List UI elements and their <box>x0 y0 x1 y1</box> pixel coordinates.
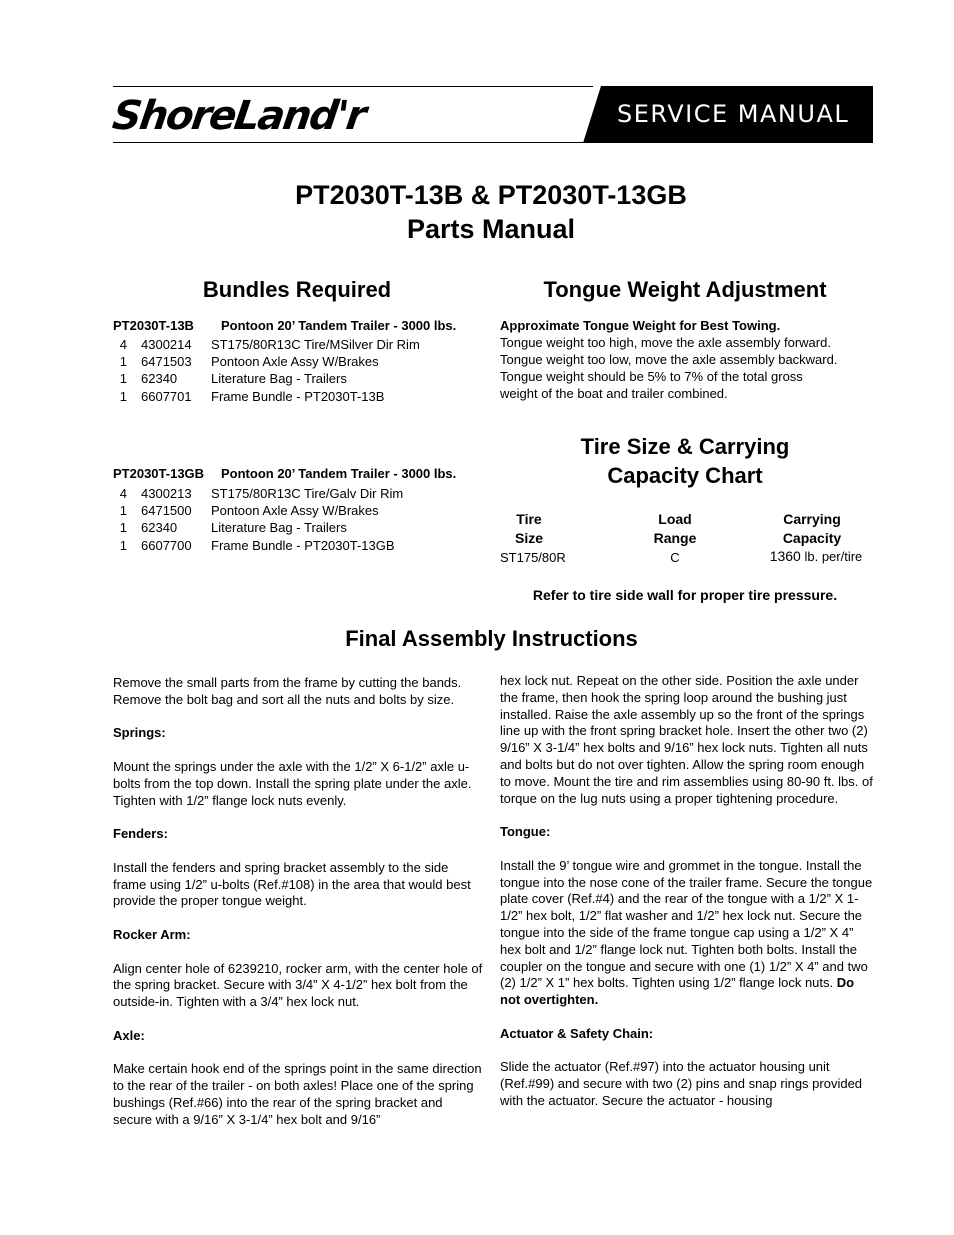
list-item <box>113 537 403 554</box>
item-qty: 1 <box>119 537 127 553</box>
actuator-text: Slide the actuator (Ref.#97) into the actuator housing unit (Ref.#99) and secure with two (2) pins and snap rings provided with the actuator. Secure the actuator - housing <box>500 1059 863 1108</box>
col-header-load-range <box>640 510 710 548</box>
tongue-weight-lead: Approximate Tongue Weight for Best Towing. <box>500 318 781 333</box>
title-line-2: Parts Manual <box>406 214 576 244</box>
col-header-text: Load <box>658 511 692 527</box>
title-line-1: PT2030T-13B & PT2030T-13GB <box>295 180 687 210</box>
page-header <box>109 86 873 143</box>
list-item <box>113 502 403 519</box>
banner-text: SERVICE MANUAL <box>617 100 850 128</box>
tongue-weight-line: Tongue weight too low, move the axle assembly backward. <box>500 352 838 367</box>
item-part: 62340 <box>141 371 178 387</box>
item-part: 6471500 <box>141 503 192 519</box>
tongue-text-body: Install the 9’ tongue wire and grommet in the tongue. Install the tongue into the nose cone of the trailer frame. Secure the tongue plate cover (Ref.#4) and the rear of the tongue with a 1/2” X 1-1/2” hex bolt, 1/2” flat washer and 1/2” hex lock nut. Secure the tongue into the side of the frame tongue cap using a 1/2” X 4” hex bolt and 1/2” flange lock nut. Tighten both bolts. Install the coupler on the tongue and secure with one (1) 1/2” X 4” and two (2) 1/2” X 1” hex bolts. Tighten using 1/2” flange lock nuts. <box>500 857 873 991</box>
bundle-description: Pontoon 20’ Tandem Trailer - 3000 lbs. <box>221 466 457 481</box>
item-desc: Literature Bag - Trailers <box>211 520 347 536</box>
bundle-code: PT2030T-13B <box>113 318 194 333</box>
item-qty: 1 <box>119 354 127 370</box>
bundle-items-list <box>113 485 403 554</box>
item-desc: Pontoon Axle Assy W/Brakes <box>211 354 379 370</box>
rocker-arm-text: Align center hole of 6239210, rocker arm, with the center hole of the spring bracket. Secure with 3/4” X 4-1/2” hex bolt from the outside-in. Tighten with a 3/4” hex lock nut. <box>113 960 483 1010</box>
springs-text: Mount the springs under the axle with the 1/2” X 6-1/2” axle u-bolts from the top down. Install the spring plate under the axle. Tighten with 1/2” flange lock nuts evenly. <box>113 758 472 808</box>
col-header-capacity <box>768 510 856 548</box>
tongue-weight-line: Tongue weight should be 5% to 7% of the total gross <box>500 369 803 384</box>
item-qty: 1 <box>119 503 127 519</box>
cell-load-range: C <box>670 550 680 565</box>
item-desc: ST175/80R13C Tire/MSilver Dir Rim <box>211 337 420 352</box>
assembly-heading: Final Assembly Instructions <box>345 626 638 651</box>
cell-capacity <box>756 548 876 564</box>
item-qty: 1 <box>119 371 127 387</box>
col-header-text: Tire <box>516 511 542 527</box>
col-header-text: Range <box>653 530 697 546</box>
item-desc: Frame Bundle - PT2030T-13GB <box>211 537 395 553</box>
col-header-text: Size <box>514 530 543 546</box>
tongue-text <box>500 858 874 1009</box>
item-part: 4300214 <box>141 337 192 352</box>
list-item <box>113 370 420 387</box>
tire-chart-heading <box>500 432 870 490</box>
tongue-weight-text <box>500 317 880 402</box>
springs-subheading: Springs: <box>113 725 166 741</box>
header-rule-top <box>113 86 593 87</box>
bundle-description: Pontoon 20’ Tandem Trailer - 3000 lbs. <box>221 318 457 333</box>
item-part: 62340 <box>141 520 178 536</box>
list-item <box>113 485 403 502</box>
col-header-text: Carrying <box>783 511 841 527</box>
document-title <box>0 178 954 246</box>
item-qty: 1 <box>119 520 127 536</box>
tongue-weight-heading: Tongue Weight Adjustment <box>543 277 827 302</box>
capacity-value: 1360 <box>769 548 801 564</box>
item-desc: Literature Bag - Trailers <box>211 371 347 387</box>
list-item <box>113 353 420 370</box>
item-qty: 4 <box>119 337 127 352</box>
col-header-tire-size <box>500 510 558 548</box>
service-manual-banner <box>583 86 873 143</box>
assembly-intro: Remove the small parts from the frame by cutting the bands. Remove the bolt bag and sort all the nuts and bolts by size. <box>113 675 462 707</box>
item-desc: Pontoon Axle Assy W/Brakes <box>211 503 379 519</box>
list-item <box>113 519 403 536</box>
item-part: 6607701 <box>141 388 192 404</box>
bundles-heading: Bundles Required <box>202 277 392 302</box>
axle-text: Make certain hook end of the springs point in the same direction to the rear of the trailer - on both axles! Place one of the spring bushings (Ref.#66) into the rear of the spring bracket and secure with a 9/16” X 3-1/4” hex bolt and 9/16” <box>113 1061 482 1127</box>
item-part: 6471503 <box>141 354 192 370</box>
item-qty: 1 <box>119 388 127 404</box>
shorelandr-logo: ShoreLand'r <box>109 93 368 139</box>
assembly-left-column <box>113 675 483 1145</box>
axle-text-continued: hex lock nut. Repeat on the other side. Position the axle under the frame, then hook the spring loop around the bushing just installed. Raise the axle assembly up so the front of the springs line up with the front spring bracket hole. Insert the other two (2) 9/16” X 3-1/4” hex bolts and 9/16” hex lock nuts. Tighten all nuts and bolts but do not over tighten. Allow the spring room enough to move. Mount the tire and rim assemblies using 80-90 ft. lbs. of torque on the lug nuts using a proper tightening procedure. <box>500 673 873 806</box>
assembly-right-column <box>500 673 874 1127</box>
bundle-code: PT2030T-13GB <box>113 466 205 481</box>
tongue-warning: Do not overtighten. <box>500 975 855 1008</box>
capacity-unit: lb. per/tire <box>804 549 863 564</box>
tire-pressure-note: Refer to tire side wall for proper tire pressure. <box>532 587 838 603</box>
fenders-subheading: Fenders: <box>113 826 168 842</box>
tongue-weight-line: Tongue weight too high, move the axle assembly forward. <box>500 335 831 350</box>
axle-subheading: Axle: <box>113 1027 145 1043</box>
list-item <box>113 388 420 405</box>
cell-tire-size: ST175/80R <box>500 550 566 565</box>
tongue-weight-line: weight of the boat and trailer combined. <box>500 386 728 401</box>
col-header-text: Capacity <box>782 530 842 546</box>
item-desc: Frame Bundle - PT2030T-13B <box>211 388 385 404</box>
tire-chart-heading-line-2: Capacity Chart <box>607 463 763 488</box>
header-rule-bottom <box>113 142 593 143</box>
tongue-subheading: Tongue: <box>500 824 551 840</box>
tire-chart-heading-line-1: Tire Size & Carrying <box>580 434 790 459</box>
item-part: 6607700 <box>141 537 192 553</box>
item-part: 4300213 <box>141 486 192 501</box>
bundle-group-header <box>113 318 456 333</box>
bundle-items-list <box>113 336 420 405</box>
fenders-text: Install the fenders and spring bracket assembly to the side frame using 1/2” u-bolts (Ref.#108) in the area that would best provide the proper tongue weight. <box>113 859 471 909</box>
item-qty: 4 <box>119 486 127 501</box>
item-desc: ST175/80R13C Tire/Galv Dir Rim <box>211 486 404 501</box>
rocker-arm-subheading: Rocker Arm: <box>113 926 191 942</box>
bundle-group-header <box>113 466 456 481</box>
list-item <box>113 336 420 353</box>
actuator-subheading: Actuator & Safety Chain: <box>500 1025 654 1041</box>
